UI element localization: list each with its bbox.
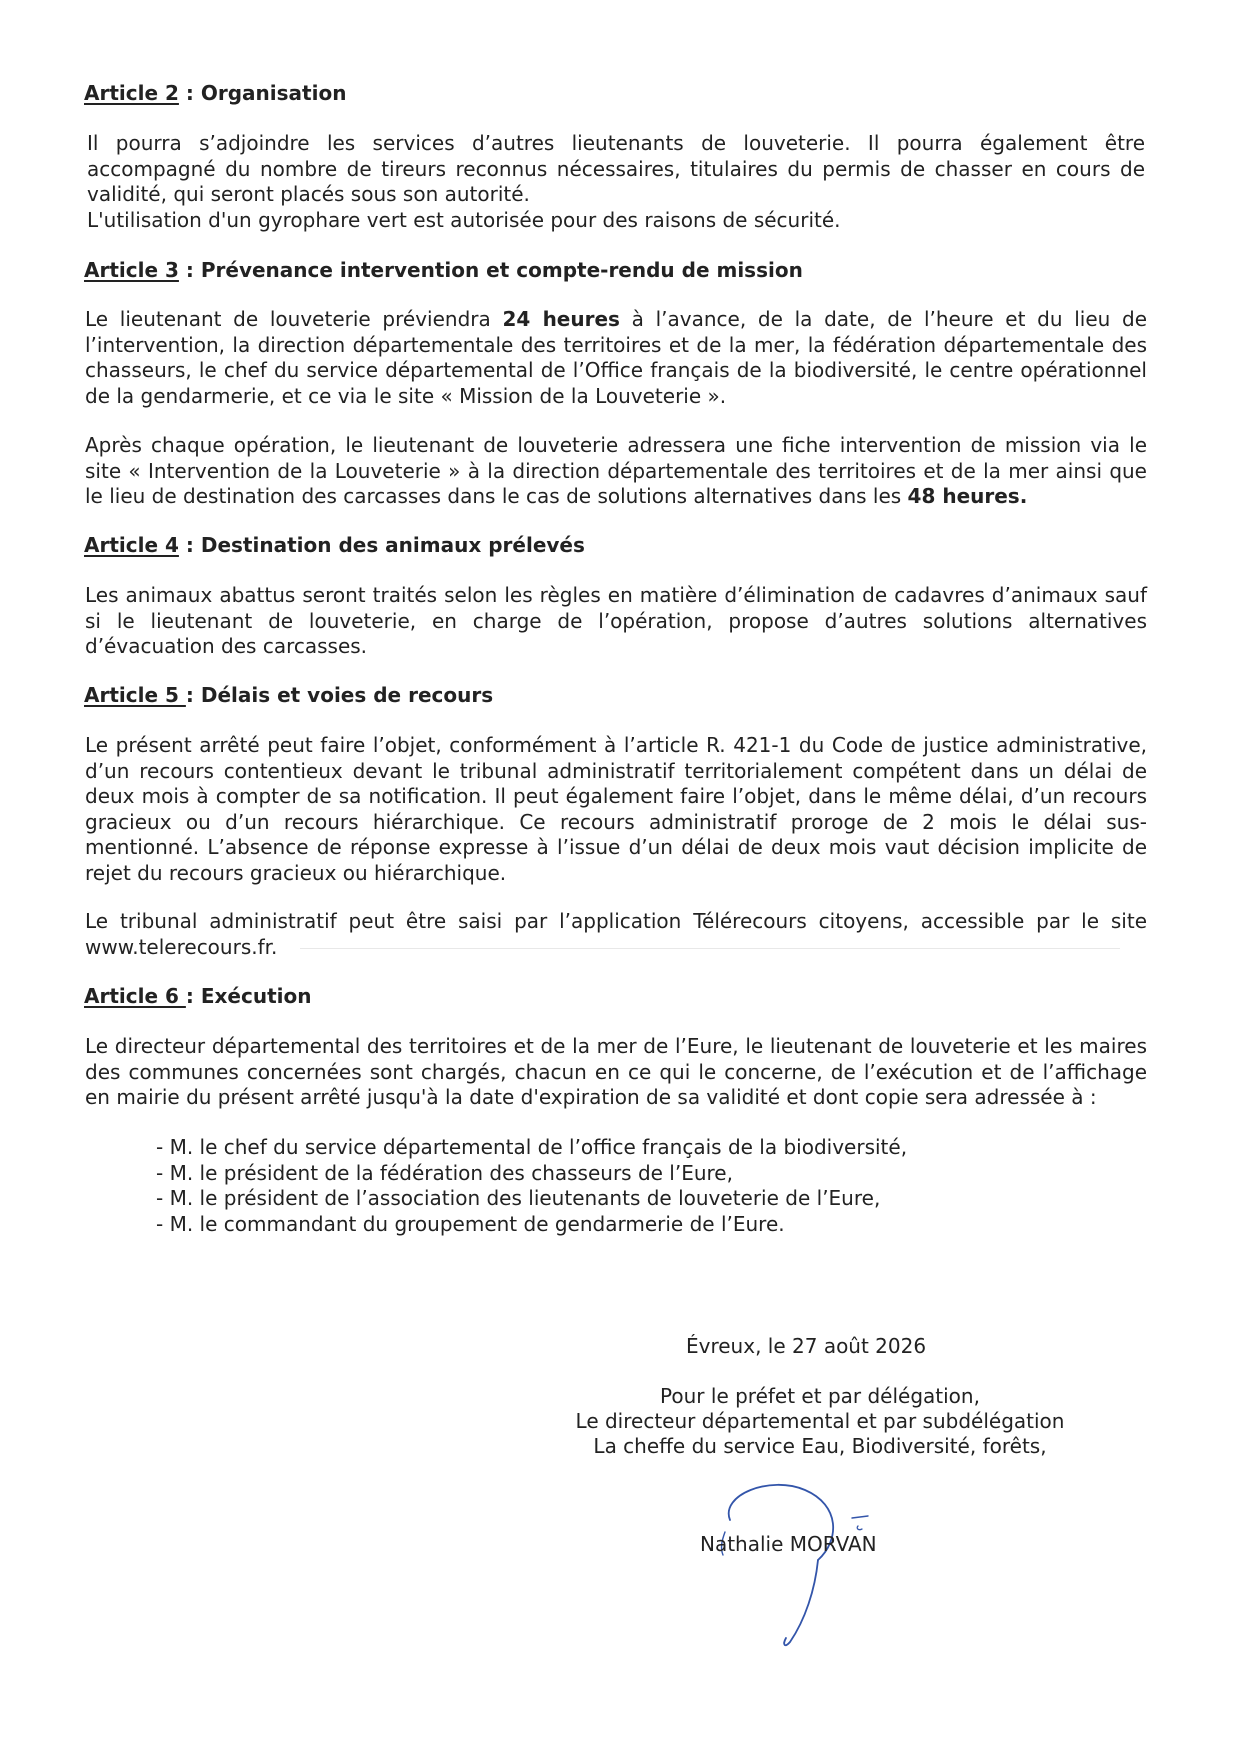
list-item: - M. le président de l’association des lieutenants de louveterie de l’Eure, [156,1186,881,1210]
signature-line-2: Le directeur départemental et par subdélégation [575,1409,1065,1433]
article-3-p1-text-a: Le lieutenant de louveterie préviendra [85,307,503,331]
article-2-separator: : [178,81,201,105]
list-item: - M. le chef du service départemental de l’office français de la biodiversité, [156,1135,908,1159]
article-2-label: Article 2 [84,81,179,105]
signature-line-1: Pour le préfet et par délégation, [660,1384,980,1408]
handwritten-signature [690,1470,890,1660]
article-3-p2-bold: 48 heures. [907,484,1028,508]
place-date: Évreux, le 27 août 2026 [686,1334,927,1358]
scan-artifact-line [300,948,1120,949]
article-5-label: Article 5 [84,683,186,707]
article-3-separator: : [178,258,201,282]
article-3-p1-text-b: à l’avance, de la date, de l’heure et du lieu de l’intervention, la direction départementale des territoires et de la mer, la fédération départementale des chasseurs, le chef du service départemental de l’Office français de la biodiversité, le centre opérationnel de la gendarmerie, et ce via le site « Mission de la Louveterie ». [85,307,1147,408]
article-2-paragraph-1: Il pourra s’adjoindre les services d’autres lieutenants de louveterie. Il pourra également être accompagné du nombre de tireurs reconnus nécessaires, titulaires du permis de chasser en cours de validité, qui seront placés sous son autorité. [87,131,1145,206]
recipients-list [156,1135,1116,1237]
article-2-paragraph-2: L'utilisation d'un gyrophare vert est autorisée pour des raisons de sécurité. [87,208,841,232]
article-4-heading [84,533,1147,559]
article-4-separator: : [178,533,201,557]
article-6-heading [84,984,1147,1010]
article-3-heading [84,258,1147,284]
article-3-p1-bold: 24 heures [502,307,620,331]
article-4-label: Article 4 [84,533,179,557]
article-5-paragraph-2: Le tribunal administratif peut être saisi par l’application Télérecours citoyens, accessible par le site www.telerecours.fr. [85,909,1147,959]
article-5-separator: : [185,683,201,707]
article-2-title: Organisation [200,81,347,105]
article-3-p2-text: Après chaque opération, le lieutenant de louveterie adressera une fiche intervention de mission via le site « Intervention de la Louveterie » à la direction départementale des territoires et de la mer ainsi que le lieu de destination des carcasses dans le cas de solutions alternatives dans les [85,433,1147,508]
article-3-label: Article 3 [84,258,179,282]
article-6-separator: : [185,984,201,1008]
article-3-paragraph-2 [85,433,1147,510]
article-4-title: Destination des animaux prélevés [200,533,585,557]
article-6-title: Exécution [200,984,312,1008]
article-2-heading [84,81,1147,107]
article-6-label: Article 6 [84,984,186,1008]
list-item: - M. le président de la fédération des chasseurs de l’Eure, [156,1160,733,1185]
article-6-paragraph-1: Le directeur départemental des territoires et de la mer de l’Eure, le lieutenant de louveterie et les maires des communes concernées sont chargés, chacun en ce qui le concerne, de l’exécution et de l’affichage en mairie du présent arrêté jusqu'à la date d'expiration de sa validité et dont copie sera adressée à : [85,1034,1147,1109]
article-3-paragraph-1 [85,307,1147,409]
article-5-paragraph-1: Le présent arrêté peut faire l’objet, conformément à l’article R. 421-1 du Code de justice administrative, d’un recours contentieux devant le tribunal administratif territorialement compétent dans un délai de deux mois à compter de sa notification. Il peut également faire l’objet, dans le même délai, d’un recours gracieux ou d’un recours hiérarchique. Ce recours administratif proroge de 2 mois le délai sus-mentionné. L’absence de réponse expresse à l’issue d’un délai de deux mois vaut décision implicite de rejet du recours gracieux ou hiérarchique. [85,733,1147,885]
signatory-name: Nathalie MORVAN [700,1532,877,1556]
article-3-title: Prévenance intervention et compte-rendu de mission [200,258,803,282]
signature-line-3: La cheffe du service Eau, Biodiversité, forêts, [593,1434,1047,1458]
article-4-paragraph-1: Les animaux abattus seront traités selon les règles en matière d’élimination de cadavres d’animaux sauf si le lieutenant de louveterie, en charge de l’opération, propose d’autres solutions alternatives d’évacuation des carcasses. [85,583,1147,658]
article-5-title: Délais et voies de recours [200,683,494,707]
list-item: - M. le commandant du groupement de gendarmerie de l’Eure. [156,1211,785,1236]
article-5-heading [84,683,1147,709]
